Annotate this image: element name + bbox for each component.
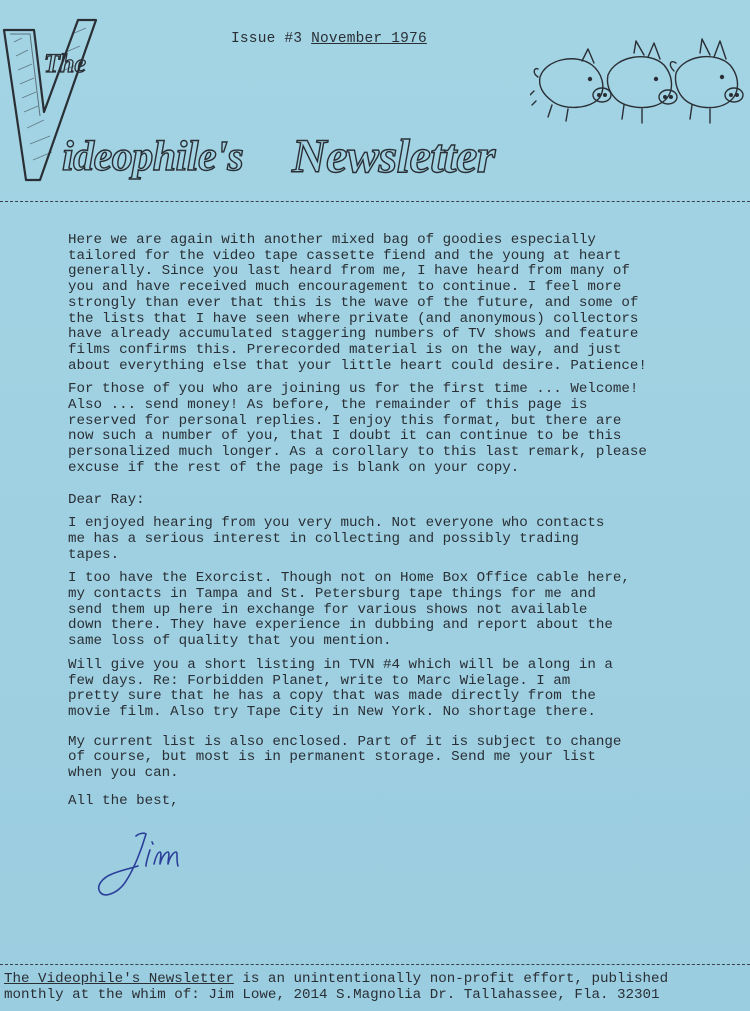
top-dashed-divider <box>0 201 750 202</box>
masthead-videophiles: ideophile's <box>62 134 244 180</box>
letter-body <box>68 233 733 818</box>
letter-paragraph-reply-3: Will give you a short listing in TVN #4 which will be along in a few days. Re: Forbidden Planet, write to Marc Wielage. I am pretty sure that he has a copy that was made directly from the movie film. Also try Tape City in New York. No shortage there. <box>68 656 613 720</box>
footer-publication-name: The Videophile's Newsletter <box>4 971 234 987</box>
masthead-newsletter: Newsletter <box>292 130 495 183</box>
letter-paragraph-reply-2: I too have the Exorcist. Though not on Home Box Office cable here, my contacts in Tampa and St. Petersburg tape things for me and send them up here in exchange for various shows not available down there. They have experience in dubbing and report about the same loss of quality that you mention. <box>68 570 630 650</box>
footer-line-1: is an unintentionally non-profit effort, published <box>233 971 669 987</box>
footer-colophon <box>4 972 746 1003</box>
pigs-illustration <box>530 35 748 130</box>
issue-number: Issue #3 <box>231 31 303 47</box>
footer-line-2: monthly at the whim of: Jim Lowe, 2014 S.Magnolia Dr. Tallahassee, Fla. 32301 <box>4 986 660 1003</box>
signature-jim <box>92 828 202 903</box>
letter-paragraph-welcome: For those of you who are joining us for the first time ... Welcome! Also ... send money! As before, the remainder of this page is reserved for personal replies. I enjoy this format, but there are now such a number of you, that I doubt it can continue to be this personalized much longer. As a corollary to this last remark, please excuse if the rest of the page is blank on your copy. <box>68 381 647 476</box>
letter-closing: All the best, <box>68 792 179 809</box>
letter-paragraph-intro: Here we are again with another mixed bag of goodies especially tailored for the video tape cassette fiend and the young at heart generally. Since you last heard from me, I have heard from many of you and have received much encouragement to continue. I feel more strongly than ever that this is the wave of the future, and some of the lists that I have seen where private (and anonymous) collectors have already accumulated staggering numbers of TV shows and feature films confirms this. Prerecorded material is on the way, and just about everything else that your little heart could desire. Patience! <box>68 232 647 374</box>
letter-salutation: Dear Ray: <box>68 491 145 508</box>
letter-paragraph-reply-4: My current list is also enclosed. Part of it is subject to change of course, but most is in permanent storage. Send me your list when you can. <box>68 733 622 782</box>
masthead-the: The <box>44 49 86 78</box>
letter-paragraph-reply-1: I enjoyed hearing from you very much. Not everyone who contacts me has a serious interest in collecting and possibly trading tapes. <box>68 515 605 563</box>
issue-line <box>231 31 427 47</box>
issue-date: November 1976 <box>311 31 427 47</box>
bottom-dashed-divider <box>0 964 750 965</box>
